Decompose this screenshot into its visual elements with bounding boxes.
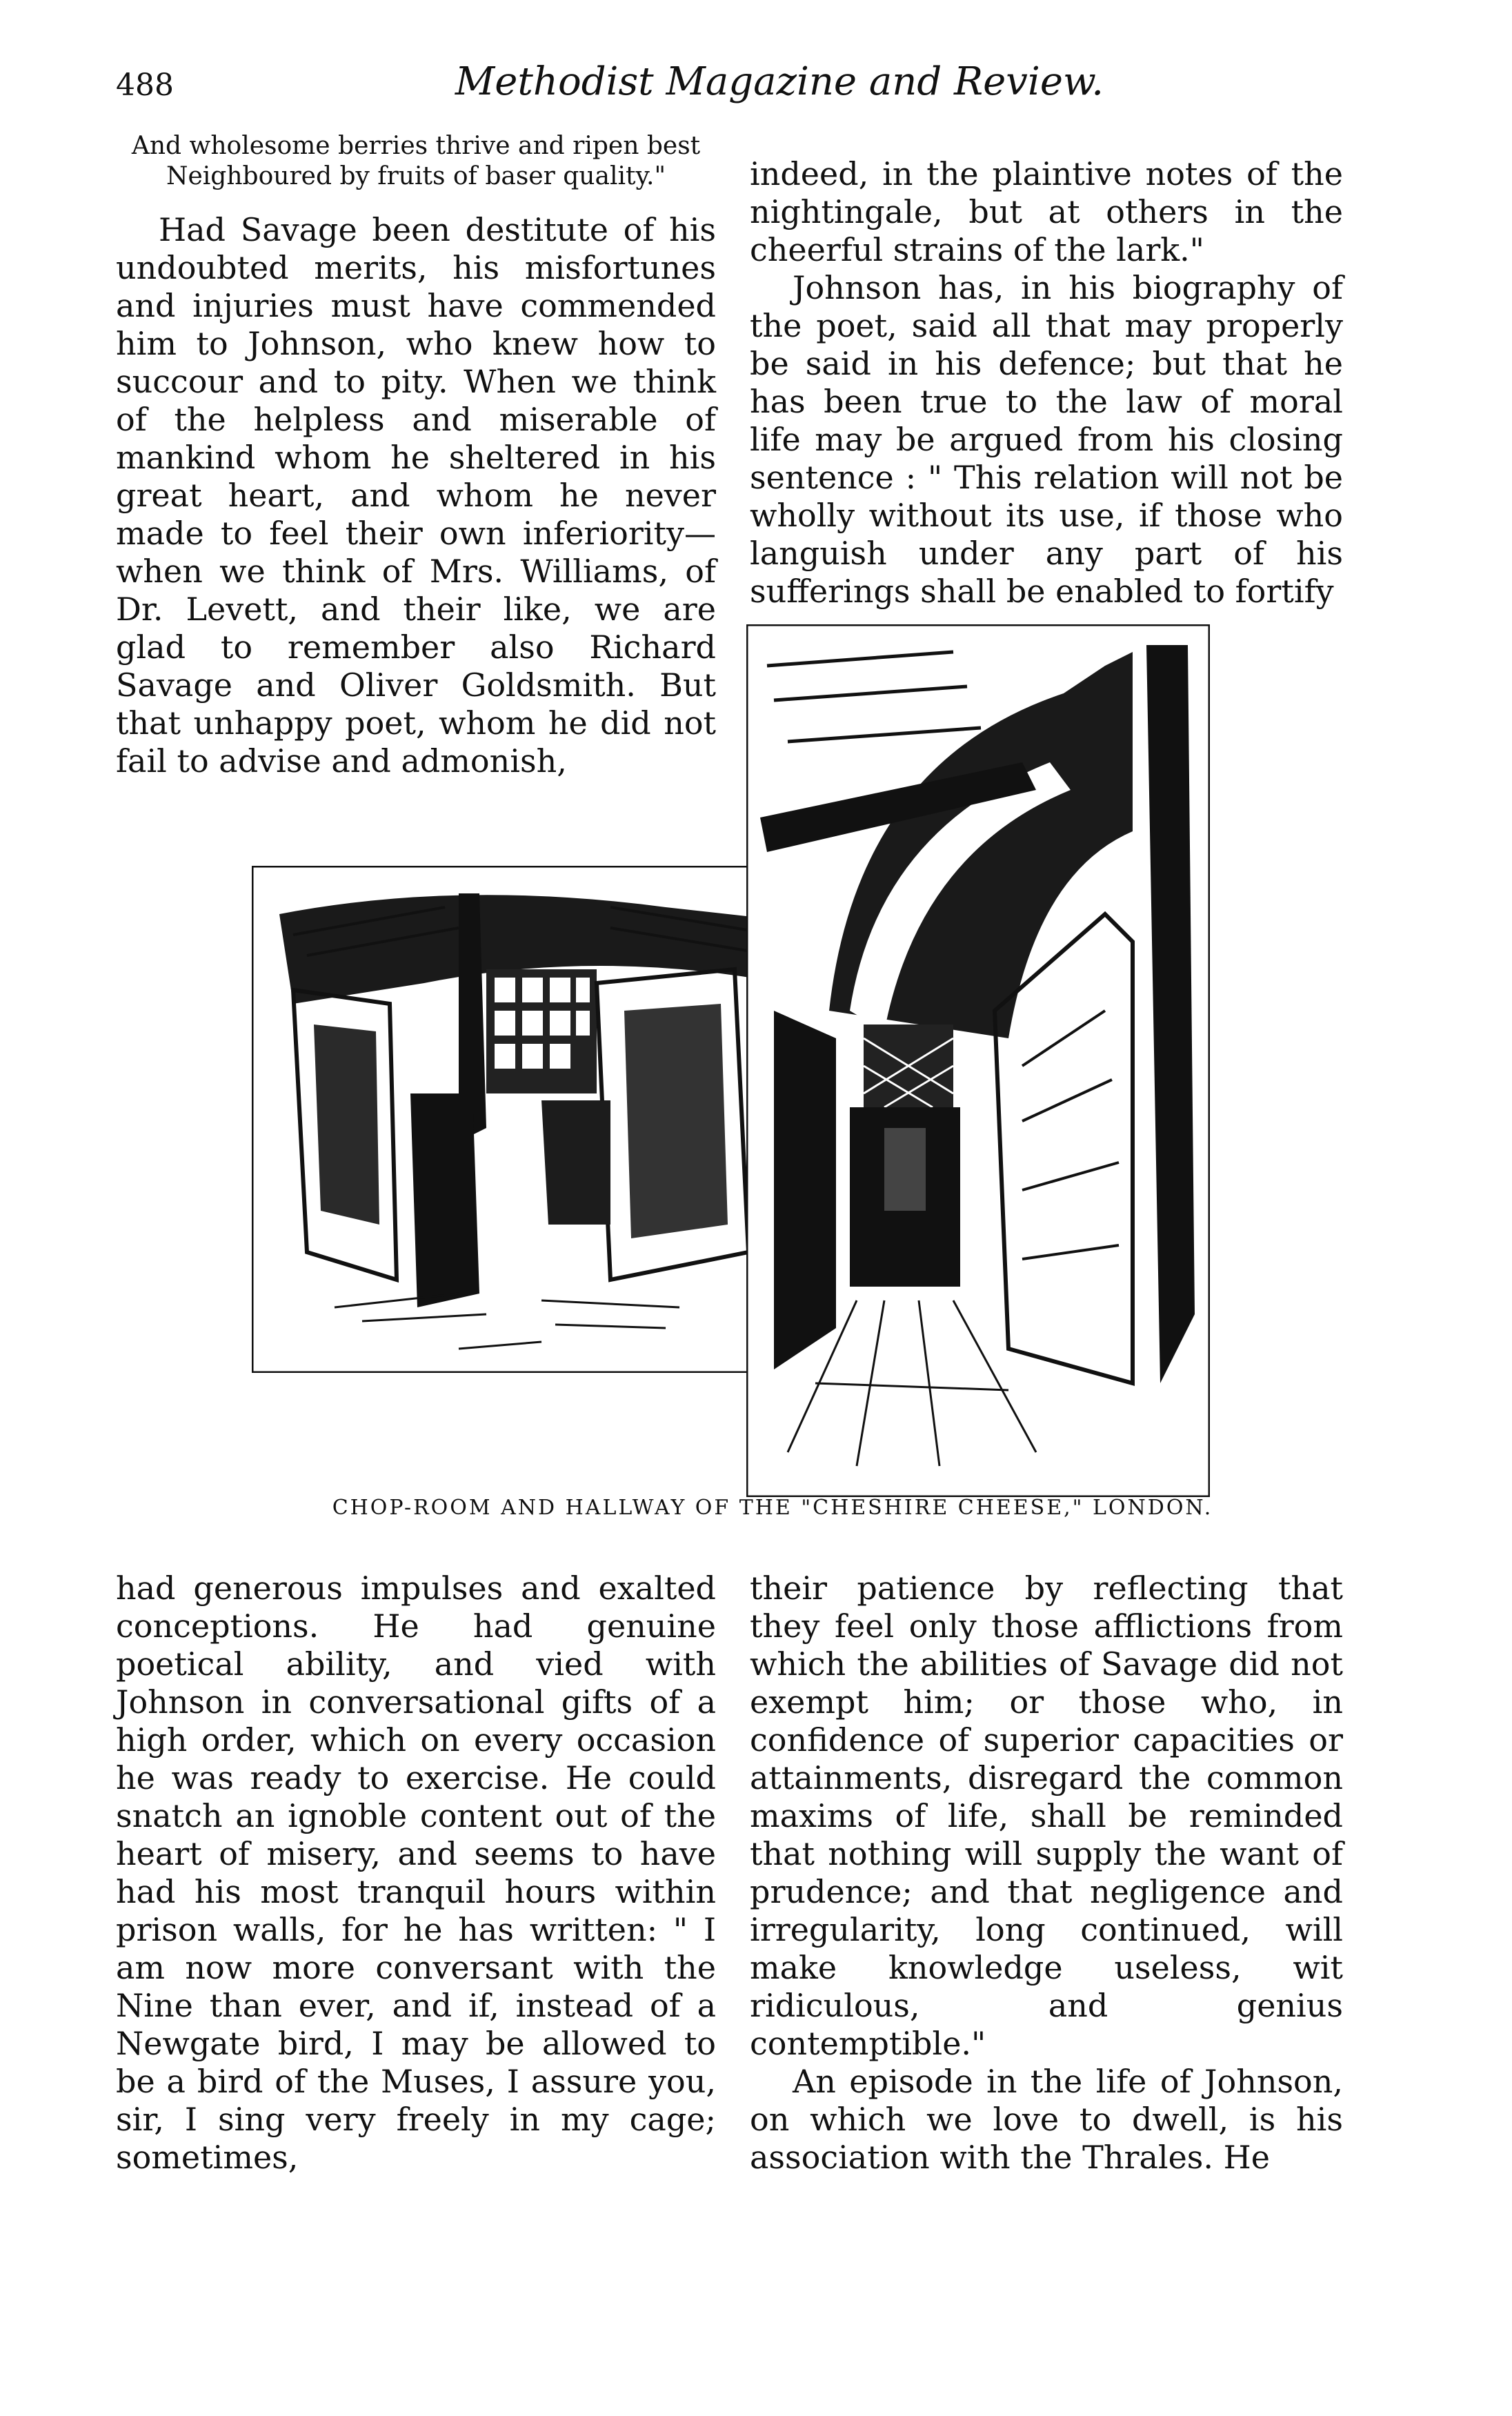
page-number: 488	[116, 68, 174, 103]
paragraph-continued: had generous impulses and exalted conceptions. He had genuine poetical ability, and vied with Johnson in conversational gifts of a high order, which on every occasion he was ready to exercise. He could snatch an ignoble content out of the heart of misery, and seems to have had his most tranquil hours within prison walls, for he has written: " I am now more conversant with the Nine than ever, and if, instead of a Newgate bird, I may be allowed to be a bird of the Muses, I assure you, sir, I sing very freely in my cage; sometimes,	[116, 1570, 716, 2176]
illustration-hallway	[746, 624, 1210, 1497]
figure-caption: CHOP-ROOM AND HALLWAY OF THE "CHESHIRE CHEESE," LONDON.	[332, 1496, 1213, 1520]
column-right-bottom	[750, 1570, 1343, 2177]
verse-line: And wholesome berries thrive and ripen best	[131, 132, 701, 160]
column-right-top	[750, 155, 1343, 611]
paragraph-johnson-biography: Johnson has, in his biography of the poet, said all that may properly be said in his defence; but that he has been true to the law of moral life may be argued from his closing sentence : " This relation will not be wholly without its use, if those who languish under any part of his sufferings shall be enabled to fortify	[750, 269, 1343, 610]
paragraph-savage-merits: Had Savage been destitute of his undoubted merits, his misfortunes and injuries must have commended him to Johnson, who knew how to succour and to pity. When we think of the helpless and miserable of mankind whom he sheltered in his great heart, and whom he never made to feel their own inferiority—when we think of Mrs. Williams, of Dr. Levett, and their like, we are glad to remember also Richard Savage and Oliver Goldsmith. But that unhappy poet, whom he did not fail to advise and admonish,	[116, 211, 716, 780]
illustration-chop-room	[252, 866, 817, 1373]
column-left-bottom	[116, 1570, 716, 2177]
hallway-drawing	[746, 624, 1210, 1497]
chop-room-drawing	[252, 866, 817, 1373]
running-head: Methodist Magazine and Review.	[455, 59, 1104, 104]
paragraph-continued: indeed, in the plaintive notes of the nightingale, but at others in the cheerful strains of the lark."	[750, 155, 1343, 268]
paragraph-continued: their patience by reflecting that they feel only those afflictions from which the abilities of Savage did not exempt him; or those who, in confidence of superior capacities or attainments, disregard the common maxims of life, shall be reminded that nothing will supply the want of prudence; and that negligence and irregularity, long continued, will make knowledge useless, wit ridiculous, and genius contemptible."	[750, 1570, 1343, 2062]
verse-line: Neighboured by fruits of baser quality."	[166, 162, 666, 190]
verse-quotation	[116, 131, 716, 192]
paragraph-thrales: An episode in the life of Johnson, on which we love to dwell, is his association with the Thrales. He	[750, 2063, 1343, 2176]
column-left-top	[116, 131, 716, 780]
